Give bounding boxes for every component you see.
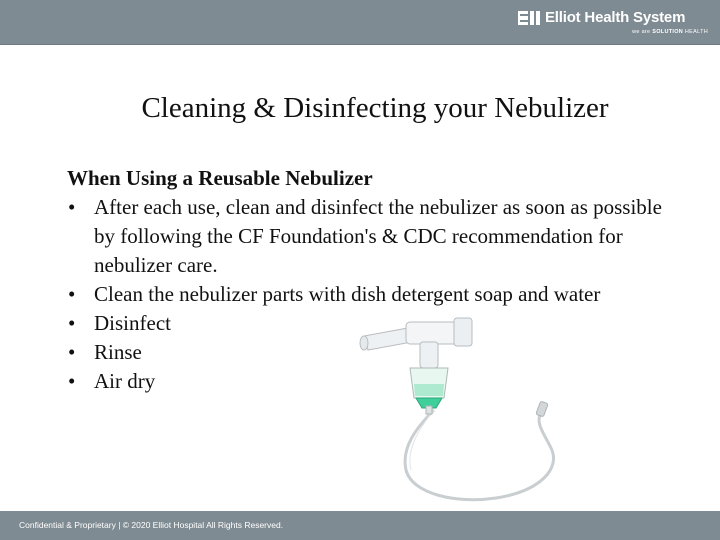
bullet-icon: • — [68, 340, 76, 364]
elliot-health-logo — [518, 9, 708, 39]
logo-tag-prefix: we are — [632, 29, 651, 35]
section-subheading: When Using a Reusable Nebulizer — [67, 166, 373, 190]
bullet-text: Air dry — [94, 369, 156, 393]
bullet-text: Disinfect — [94, 311, 171, 335]
footer-bar — [0, 511, 720, 540]
bullet-icon: • — [68, 311, 76, 335]
bullet-item — [67, 193, 667, 280]
bullet-icon: • — [68, 282, 76, 306]
logo-name: Elliot Health System — [545, 9, 686, 26]
logo-tag-suffix: HEALTH — [684, 29, 708, 35]
logo-tagline — [632, 29, 708, 35]
bullet-text: Clean the nebulizer parts with dish detergent soap and water — [94, 282, 601, 306]
nebulizer-kit-image — [346, 298, 576, 508]
slide-title: Cleaning & Disinfecting your Nebulizer — [141, 92, 609, 124]
logo-tag-bold: SOLUTION — [652, 29, 684, 35]
footer-copyright: Confidential & Proprietary | © 2020 Elliot Hospital All Rights Reserved. — [19, 520, 284, 530]
bullet-text: After each use, clean and disinfect the nebulizer as soon as possible by following the CF Foundation's & CDC recommendation for nebulizer care. — [94, 195, 662, 277]
bullet-icon: • — [68, 369, 76, 393]
header-bar — [0, 0, 720, 45]
elliot-logo-mark-icon — [518, 11, 542, 25]
bullet-icon: • — [68, 195, 76, 219]
bullet-text: Rinse — [94, 340, 142, 364]
